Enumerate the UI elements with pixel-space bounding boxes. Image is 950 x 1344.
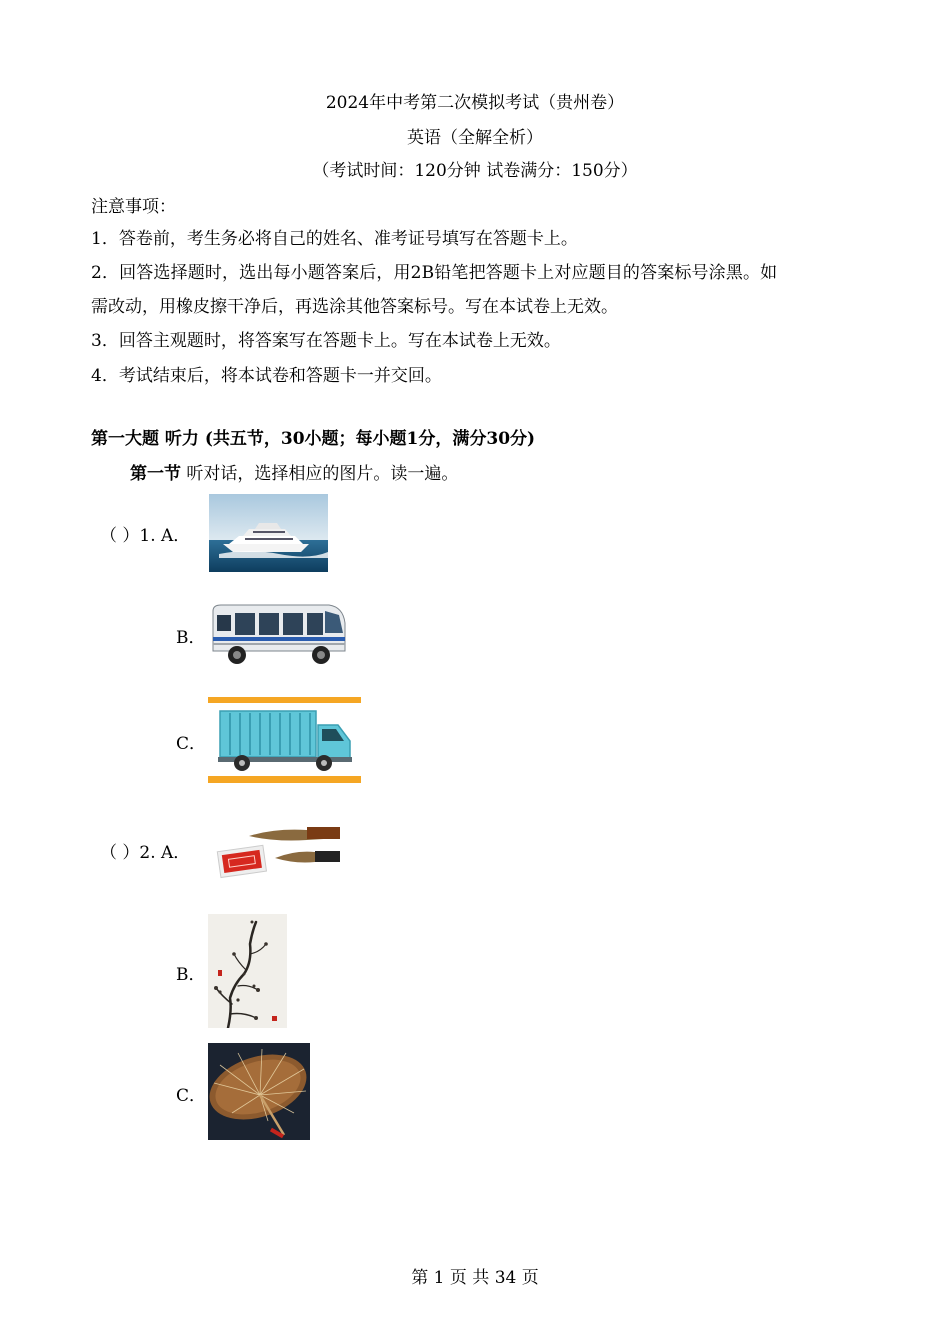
section-label: 第一节 [130, 464, 181, 484]
paper-umbrella-image [208, 1043, 310, 1140]
part-heading: 第一大题 听力 (共五节，30小题；每小题1分，满分30分) [91, 429, 536, 449]
yacht-image [209, 494, 328, 572]
exam-subject: 英语（全解全析） [407, 128, 543, 148]
bus-image [209, 601, 347, 669]
notes-heading: 注意事项： [91, 197, 176, 217]
section-text: 听对话，选择相应的图片。读一遍。 [181, 464, 459, 484]
question-2-prefix: （ ）2. A． [100, 843, 191, 863]
note-item: 4．考试结束后，将本试卷和答题卡一并交回。 [91, 366, 442, 386]
note-item: 2．回答选择题时，选出每小题答案后，用2B铅笔把答题卡上对应题目的答案标号涂黑。如 [91, 263, 778, 283]
question-1-option-c-label: C． [176, 734, 207, 754]
note-item: 3．回答主观题时，将答案写在答题卡上。写在本试卷上无效。 [91, 331, 561, 351]
note-item: 需改动，用橡皮擦干净后，再选涂其他答案标号。写在本试卷上无效。 [91, 297, 618, 317]
note-item: 1．答卷前，考生务必将自己的姓名、准考证号填写在答题卡上。 [91, 229, 578, 249]
brush-seal-image [215, 824, 340, 884]
question-2-option-b-label: B． [176, 965, 206, 985]
exam-title: 2024年中考第二次模拟考试（贵州卷） [325, 93, 625, 113]
exam-time-info: （考试时间：120分钟 试卷满分：150分） [312, 161, 638, 181]
page-number: 第 1 页 共 34 页 [411, 1268, 539, 1288]
section-instruction [130, 463, 458, 485]
question-2-option-c-label: C． [176, 1086, 207, 1106]
question-1-prefix: （ ）1. A． [100, 526, 191, 546]
truck-image [208, 697, 361, 783]
question-1-option-b-label: B． [176, 628, 206, 648]
plum-blossom-painting-image [208, 914, 287, 1028]
